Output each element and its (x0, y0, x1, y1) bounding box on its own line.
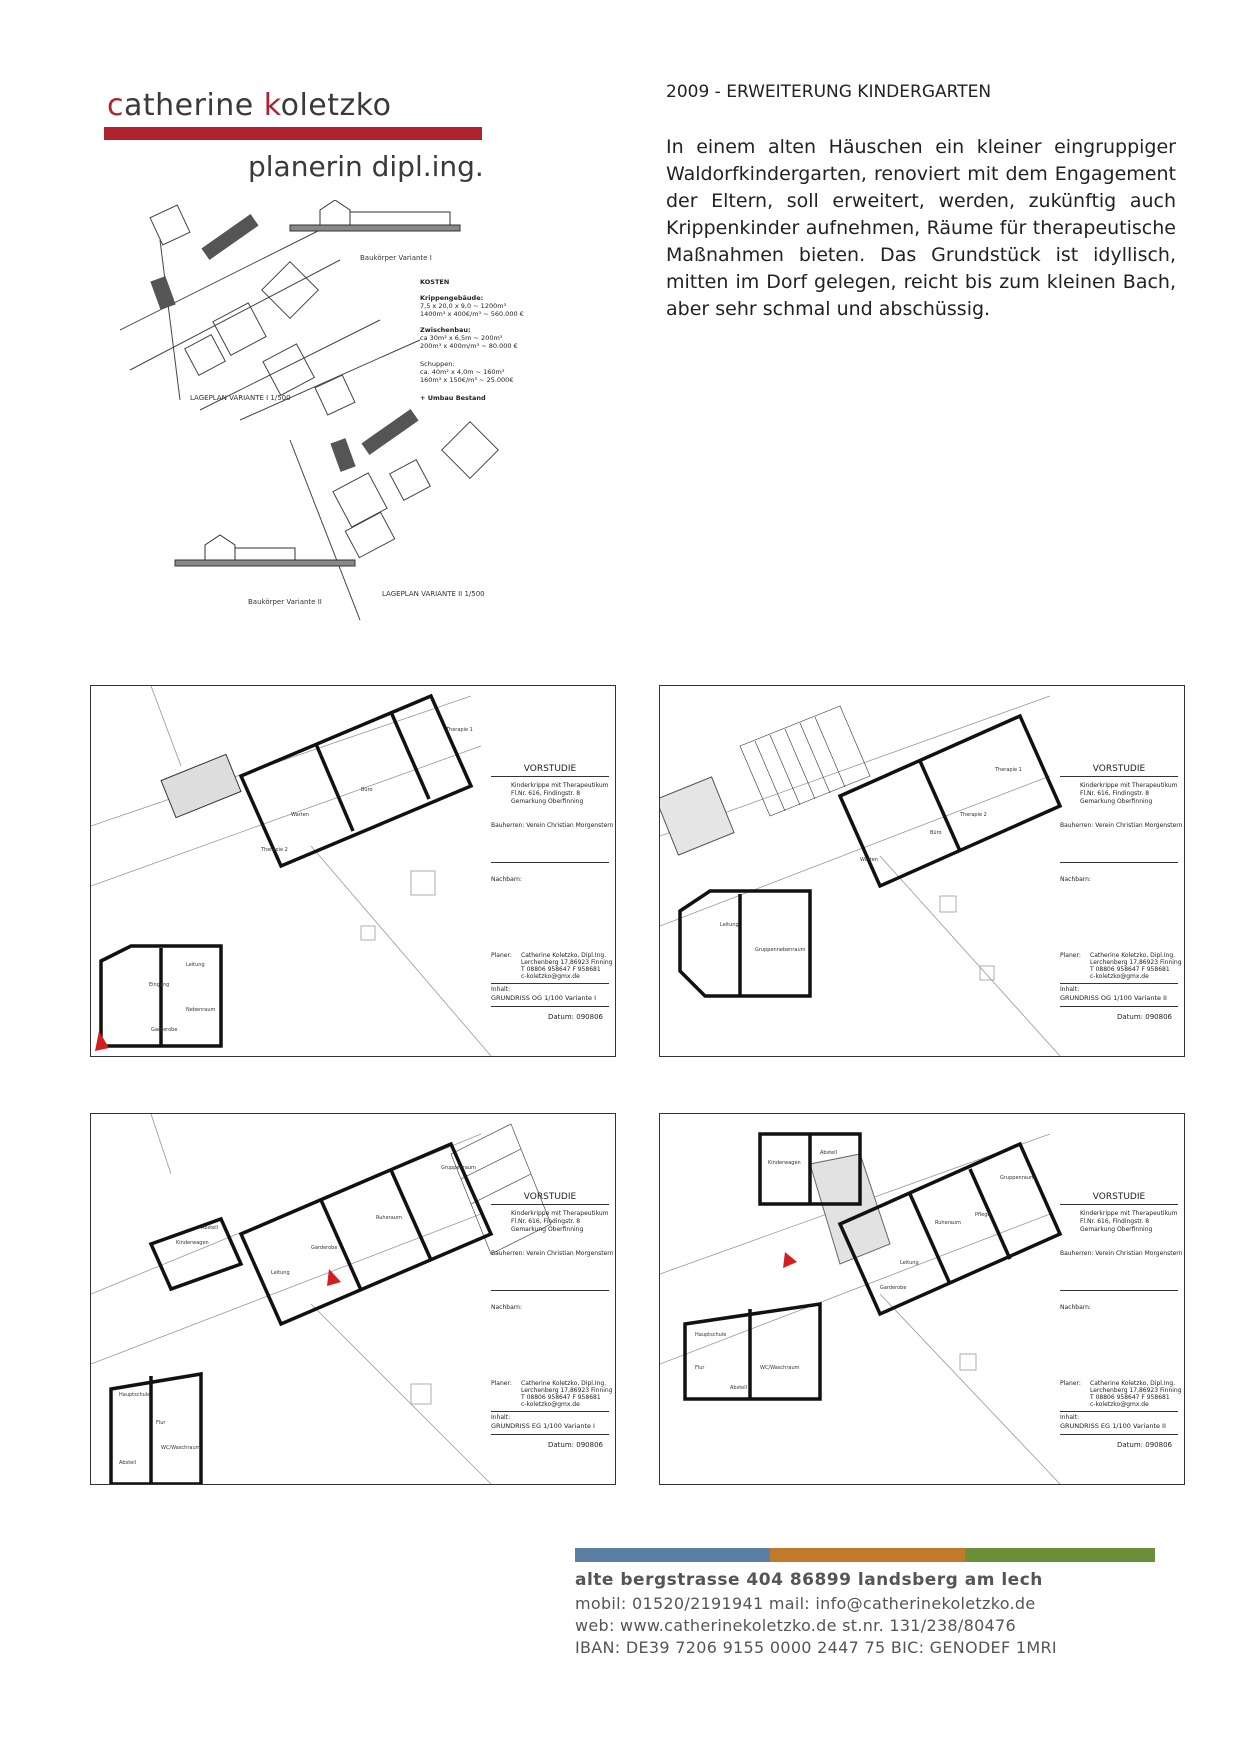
room-label: Gruppenraum (441, 1165, 476, 1171)
title-block (491, 764, 614, 1050)
room-label: Garderobe (151, 1027, 178, 1033)
planer-line: Catherine Koletzko, Dipl.Ing. (1090, 952, 1176, 959)
room-label: Therapie 2 (960, 812, 987, 818)
project-line: Fl.Nr. 616, Findingstr. 8 (511, 1218, 581, 1225)
room-label: Nebenraum (186, 1007, 216, 1013)
divider (491, 1411, 609, 1412)
room-label: Abstell (201, 1225, 219, 1231)
planer-line: c-koletzko@gmx.de (521, 973, 580, 980)
room-label: Kinderwagen (768, 1160, 801, 1166)
room-label: Flur (156, 1420, 166, 1426)
divider (1060, 862, 1178, 863)
cost-line: ca 30m² x 6,5m ~ 200m³ (420, 334, 503, 342)
planer-line: c-koletzko@gmx.de (1090, 1401, 1149, 1408)
plan-date: Datum: 090806 (1117, 1441, 1172, 1449)
divider (491, 983, 609, 984)
divider (1060, 1290, 1178, 1291)
plan-title: GRUNDRISS EG 1/100 Variante II (1060, 1422, 1166, 1430)
planer-line: c-koletzko@gmx.de (521, 1401, 580, 1408)
bauherr-line: Bauherren: Verein Christian Morgenstern (1060, 1250, 1183, 1257)
project-description: In einem alten Häuschen ein kleiner eingruppiger Waldorfkindergarten, renoviert mit dem Engagement der Eltern, soll erweitert, werden, zukünftig auch Krippenkinder aufnehmen, Räume für therapeutische Maßnahmen bieten. Das Grundstück ist idyllisch, mitten im Dorf gelegen, reicht bis zum kleinen Bach, aber sehr schmal und abschüssig. (666, 136, 1176, 320)
planer-label: Planer: (1060, 1380, 1081, 1387)
nachbarn-label: Nachbarn: (491, 876, 522, 883)
project-line: Gemarkung Oberfinning (1080, 798, 1153, 805)
divider (491, 1290, 609, 1291)
room-label: Gruppenraum (1000, 1175, 1035, 1181)
project-line: Fl.Nr. 616, Findingstr. 8 (1080, 1218, 1150, 1225)
room-label: Warten (860, 857, 878, 863)
plan-date: Datum: 090806 (1117, 1013, 1172, 1021)
room-label: Ruheraum (376, 1215, 402, 1221)
room-label: Garderobe (880, 1285, 907, 1291)
cost-line: ca. 40m² x 4,0m ~ 160m³ (420, 368, 505, 376)
project-line: Kinderkrippe mit Therapeutikum (1080, 782, 1178, 789)
footer-bar-blue (575, 1548, 770, 1562)
planer-line: T 08806 958647 F 958681 (521, 966, 601, 973)
logo-accent-bar (104, 127, 482, 140)
cost-line: Schuppen: (420, 360, 455, 368)
cost-line: + Umbau Bestand (420, 394, 486, 402)
footer-contact: mobil: 01520/2191941 mail: info@catherinekoletzko.de (575, 1594, 1036, 1613)
project-line: Kinderkrippe mit Therapeutikum (511, 1210, 609, 1217)
project-title: 2009 - ERWEITERUNG KINDERGARTEN (666, 82, 992, 102)
footer-web: web: www.catherinekoletzko.de st.nr. 131/238/80476 (575, 1616, 1016, 1635)
inhalt-label: Inhalt: (1060, 986, 1080, 993)
site-plan-drawing (120, 200, 560, 620)
vorstudie-label: VORSTUDIE (1060, 764, 1178, 777)
cost-line: 160m³ x 150€/m³ ~ 25.000€ (420, 376, 514, 384)
divider (1060, 1006, 1178, 1007)
cost-line: Krippengebäude: (420, 294, 484, 302)
planer-line: Catherine Koletzko, Dipl.Ing. (1090, 1380, 1176, 1387)
divider (491, 1434, 609, 1435)
plan-label-1: LAGEPLAN VARIANTE I 1/500 (190, 394, 291, 402)
room-label: Flur (695, 1365, 705, 1371)
room-label: Hauptschule (695, 1332, 727, 1338)
room-label: Hauptschule (119, 1392, 151, 1398)
planer-line: Lerchenberg 17,86923 Finning (521, 959, 613, 966)
room-label: Therapie 2 (261, 847, 288, 853)
room-label: Therapie 1 (995, 767, 1022, 773)
room-label: Therapie 1 (446, 727, 473, 733)
planer-line: Catherine Koletzko, Dipl.Ing. (521, 952, 607, 959)
footer-address: alte bergstrasse 404 86899 landsberg am lech (575, 1570, 1043, 1590)
room-label: Pflege (975, 1212, 991, 1218)
room-label: Abstell (730, 1385, 748, 1391)
cost-line: 200m³ x 400m/m³ ~ 80.000 € (420, 342, 518, 350)
project-line: Gemarkung Oberfinning (1080, 1226, 1153, 1233)
planer-line: T 08806 958647 F 958681 (521, 1394, 601, 1401)
footer-bar-green (965, 1548, 1155, 1562)
drawing-sheet-eg-variant-2 (659, 1113, 1185, 1485)
plan-label-2: LAGEPLAN VARIANTE II 1/500 (382, 590, 485, 598)
room-label: Leitung (720, 922, 739, 928)
nachbarn-label: Nachbarn: (1060, 876, 1091, 883)
room-label: Eingang (149, 982, 170, 988)
cost-line: Zwischenbau: (420, 326, 471, 334)
room-label: Abstell (820, 1150, 838, 1156)
project-line: Fl.Nr. 616, Findingstr. 8 (511, 790, 581, 797)
inhalt-label: Inhalt: (491, 1414, 511, 1421)
room-label: WC/Waschraum (161, 1445, 201, 1451)
title-block (1060, 1192, 1183, 1478)
divider (491, 1006, 609, 1007)
room-label: Büro (361, 787, 373, 793)
drawing-sheet-eg-variant-1 (90, 1113, 616, 1485)
divider (491, 862, 609, 863)
costs-title: KOSTEN (420, 278, 450, 286)
bauherr-line: Bauherren: Verein Christian Morgenstern (491, 822, 614, 829)
room-label: Gruppennebenraum (755, 947, 806, 953)
divider (1060, 983, 1178, 984)
footer-bank: IBAN: DE39 7206 9155 0000 2447 75 BIC: GENODEF 1MRI (575, 1638, 1057, 1657)
planer-line: T 08806 958647 F 958681 (1090, 1394, 1170, 1401)
room-label: Leitung (271, 1270, 290, 1276)
logo-name: catherine koletzko (107, 88, 392, 123)
planer-label: Planer: (1060, 952, 1081, 959)
planer-line: Lerchenberg 17,86923 Finning (1090, 959, 1182, 966)
room-label: Leitung (186, 962, 205, 968)
cost-line: 7,5 x 20,0 x 9,0 ~ 1200m³ (420, 302, 507, 310)
section-label-2: Baukörper Variante II (248, 598, 322, 606)
section-label-1: Baukörper Variante I (360, 254, 432, 262)
nachbarn-label: Nachbarn: (1060, 1304, 1091, 1311)
plan-title: GRUNDRISS EG 1/100 Variante I (491, 1422, 595, 1430)
planer-label: Planer: (491, 1380, 512, 1387)
planer-line: c-koletzko@gmx.de (1090, 973, 1149, 980)
room-label: Warten (291, 812, 309, 818)
planer-line: Lerchenberg 17,86923 Finning (521, 1387, 613, 1394)
divider (1060, 1411, 1178, 1412)
planer-line: Catherine Koletzko, Dipl.Ing. (521, 1380, 607, 1387)
room-label: Leitung (900, 1260, 919, 1266)
project-line: Kinderkrippe mit Therapeutikum (511, 782, 609, 789)
site-plan (120, 200, 560, 620)
plan-date: Datum: 090806 (548, 1013, 603, 1021)
project-line: Fl.Nr. 616, Findingstr. 8 (1080, 790, 1150, 797)
inhalt-label: Inhalt: (1060, 1414, 1080, 1421)
nachbarn-label: Nachbarn: (491, 1304, 522, 1311)
cost-line: 1400m³ x 400€/m³ ~ 560.000 € (420, 310, 524, 318)
room-label: Ruheraum (935, 1220, 961, 1226)
room-label: Büro (930, 830, 942, 836)
planer-label: Planer: (491, 952, 512, 959)
title-block (1060, 764, 1183, 1050)
vorstudie-label: VORSTUDIE (491, 1192, 609, 1205)
vorstudie-label: VORSTUDIE (491, 764, 609, 777)
bauherr-line: Bauherren: Verein Christian Morgenstern (1060, 822, 1183, 829)
inhalt-label: Inhalt: (491, 986, 511, 993)
divider (1060, 1434, 1178, 1435)
room-label: Garderobe (311, 1245, 338, 1251)
plan-date: Datum: 090806 (548, 1441, 603, 1449)
project-line: Kinderkrippe mit Therapeutikum (1080, 1210, 1178, 1217)
planer-line: Lerchenberg 17,86923 Finning (1090, 1387, 1182, 1394)
project-line: Gemarkung Oberfinning (511, 1226, 584, 1233)
vorstudie-label: VORSTUDIE (1060, 1192, 1178, 1205)
plan-title: GRUNDRISS OG 1/100 Variante I (491, 994, 596, 1002)
project-line: Gemarkung Oberfinning (511, 798, 584, 805)
title-block (491, 1192, 614, 1478)
room-label: WC/Waschraum (760, 1365, 800, 1371)
drawing-sheet-og-variant-1 (90, 685, 616, 1057)
footer-bar-orange (770, 1548, 965, 1562)
room-label: Abstell (119, 1460, 137, 1466)
planer-line: T 08806 958647 F 958681 (1090, 966, 1170, 973)
drawing-sheet-og-variant-2 (659, 685, 1185, 1057)
logo-subtitle: planerin dipl.ing. (248, 150, 484, 183)
room-label: Kinderwagen (176, 1240, 209, 1246)
plan-title: GRUNDRISS OG 1/100 Variante II (1060, 994, 1167, 1002)
bauherr-line: Bauherren: Verein Christian Morgenstern (491, 1250, 614, 1257)
